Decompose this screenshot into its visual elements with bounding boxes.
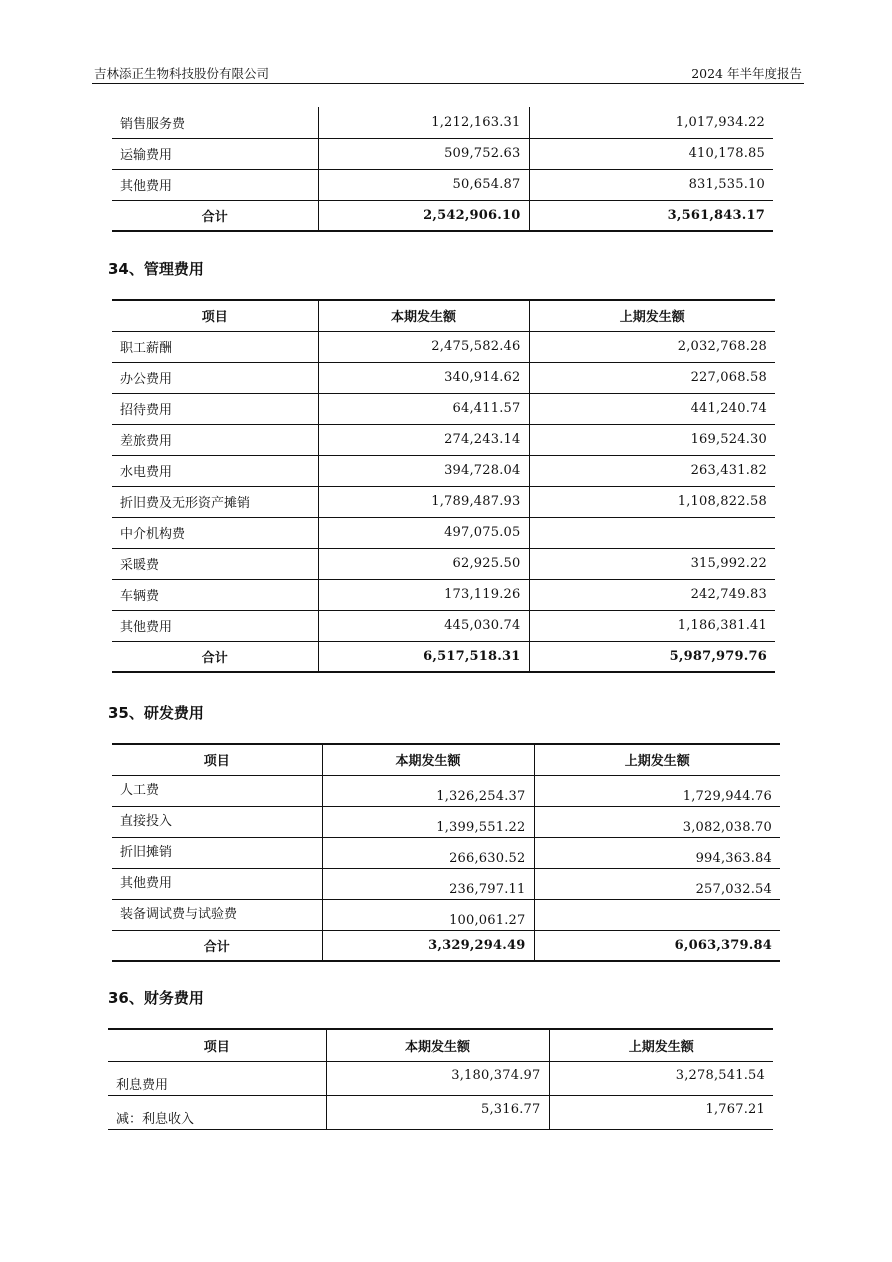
- row-label: 招待费用: [112, 393, 318, 424]
- row-label: 直接投入: [112, 806, 322, 837]
- current-amount: 509,752.63: [318, 138, 529, 169]
- table-row: [112, 610, 775, 641]
- prior-amount: 242,749.83: [529, 579, 775, 610]
- row-label: 减：利息收入: [108, 1095, 326, 1129]
- table-row: [112, 775, 780, 806]
- prior-amount: 410,178.85: [529, 138, 773, 169]
- row-label: 采暖费: [112, 548, 318, 579]
- row-label: 其他费用: [112, 169, 318, 200]
- finance-expense-table: [108, 1028, 773, 1130]
- prior-amount: 831,535.10: [529, 169, 773, 200]
- row-label: 装备调试费与试验费: [112, 899, 322, 930]
- page-header: [92, 62, 804, 84]
- total-label: 合计: [112, 930, 322, 961]
- table-header-row: [112, 744, 780, 775]
- row-label: 其他费用: [112, 868, 322, 899]
- current-amount: 445,030.74: [318, 610, 529, 641]
- current-amount: 497,075.05: [318, 517, 529, 548]
- prior-amount: 441,240.74: [529, 393, 775, 424]
- prior-amount: 1,108,822.58: [529, 486, 775, 517]
- table-row: [112, 868, 780, 899]
- total-current: 6,517,518.31: [318, 641, 529, 672]
- report-title: 2024 年半年度报告: [691, 66, 802, 81]
- column-header-prior: 上期发生额: [534, 744, 780, 775]
- column-header-item: 项目: [112, 300, 318, 331]
- current-amount: 62,925.50: [318, 548, 529, 579]
- row-label: 人工费: [112, 775, 322, 806]
- current-amount: 3,180,374.97: [326, 1061, 549, 1095]
- prior-amount: 1,729,944.76: [534, 775, 780, 806]
- prior-amount: 257,032.54: [534, 868, 780, 899]
- current-amount: 100,061.27: [322, 899, 534, 930]
- selling-expense-table-continued: [112, 107, 773, 232]
- admin-expense-table: [112, 299, 775, 673]
- prior-amount: 263,431.82: [529, 455, 775, 486]
- prior-amount: 169,524.30: [529, 424, 775, 455]
- table-header-row: [112, 300, 775, 331]
- table-body: [112, 775, 780, 961]
- total-prior: 5,987,979.76: [529, 641, 775, 672]
- table-row: [112, 362, 775, 393]
- table-header-row: [108, 1029, 773, 1061]
- current-amount: 274,243.14: [318, 424, 529, 455]
- table-body: [112, 331, 775, 672]
- prior-amount: 994,363.84: [534, 837, 780, 868]
- prior-amount: 3,082,038.70: [534, 806, 780, 837]
- table-row: [112, 806, 780, 837]
- prior-amount: 3,278,541.54: [549, 1061, 773, 1095]
- row-label: 中介机构费: [112, 517, 318, 548]
- table-body: [112, 107, 773, 231]
- row-label: 折旧费及无形资产摊销: [112, 486, 318, 517]
- table-row: [112, 169, 773, 200]
- total-prior: 6,063,379.84: [534, 930, 780, 961]
- total-current: 2,542,906.10: [318, 200, 529, 231]
- total-label: 合计: [112, 641, 318, 672]
- current-amount: 236,797.11: [322, 868, 534, 899]
- total-row: [112, 200, 773, 231]
- table-row: [112, 455, 775, 486]
- total-prior: 3,561,843.17: [529, 200, 773, 231]
- column-header-current: 本期发生额: [326, 1029, 549, 1061]
- table-row: [112, 424, 775, 455]
- table-row: [108, 1095, 773, 1129]
- table-row: [112, 579, 775, 610]
- table-row: [112, 837, 780, 868]
- section-title-36: 36、财务费用: [108, 989, 204, 1007]
- current-amount: 266,630.52: [322, 837, 534, 868]
- row-label: 水电费用: [112, 455, 318, 486]
- column-header-current: 本期发生额: [322, 744, 534, 775]
- prior-amount: 1,186,381.41: [529, 610, 775, 641]
- prior-amount: 1,017,934.22: [529, 107, 773, 138]
- current-amount: 50,654.87: [318, 169, 529, 200]
- column-header-item: 项目: [112, 744, 322, 775]
- prior-amount: [534, 899, 780, 930]
- table-row: [112, 899, 780, 930]
- current-amount: 1,399,551.22: [322, 806, 534, 837]
- total-row: [112, 641, 775, 672]
- prior-amount: [529, 517, 775, 548]
- current-amount: 1,789,487.93: [318, 486, 529, 517]
- table-row: [112, 517, 775, 548]
- table-row: [112, 107, 773, 138]
- prior-amount: 2,032,768.28: [529, 331, 775, 362]
- table-row: [112, 548, 775, 579]
- row-label: 职工薪酬: [112, 331, 318, 362]
- row-label: 销售服务费: [112, 107, 318, 138]
- current-amount: 1,212,163.31: [318, 107, 529, 138]
- table-row: [112, 331, 775, 362]
- column-header-item: 项目: [108, 1029, 326, 1061]
- current-amount: 5,316.77: [326, 1095, 549, 1129]
- row-label: 利息费用: [108, 1061, 326, 1095]
- row-label: 车辆费: [112, 579, 318, 610]
- table-row: [112, 393, 775, 424]
- prior-amount: 1,767.21: [549, 1095, 773, 1129]
- company-name: 吉林添正生物科技股份有限公司: [94, 66, 270, 81]
- row-label: 差旅费用: [112, 424, 318, 455]
- current-amount: 1,326,254.37: [322, 775, 534, 806]
- table-body: [108, 1061, 773, 1129]
- column-header-prior: 上期发生额: [549, 1029, 773, 1061]
- prior-amount: 227,068.58: [529, 362, 775, 393]
- prior-amount: 315,992.22: [529, 548, 775, 579]
- current-amount: 394,728.04: [318, 455, 529, 486]
- table-row: [112, 138, 773, 169]
- column-header-prior: 上期发生额: [529, 300, 775, 331]
- total-current: 3,329,294.49: [322, 930, 534, 961]
- total-row: [112, 930, 780, 961]
- total-label: 合计: [112, 200, 318, 231]
- current-amount: 173,119.26: [318, 579, 529, 610]
- current-amount: 64,411.57: [318, 393, 529, 424]
- row-label: 运输费用: [112, 138, 318, 169]
- current-amount: 2,475,582.46: [318, 331, 529, 362]
- row-label: 办公费用: [112, 362, 318, 393]
- row-label: 折旧摊销: [112, 837, 322, 868]
- section-title-35: 35、研发费用: [108, 704, 204, 722]
- table-row: [112, 486, 775, 517]
- current-amount: 340,914.62: [318, 362, 529, 393]
- section-title-34: 34、管理费用: [108, 260, 204, 278]
- column-header-current: 本期发生额: [318, 300, 529, 331]
- table-row: [108, 1061, 773, 1095]
- row-label: 其他费用: [112, 610, 318, 641]
- rd-expense-table: [112, 743, 780, 962]
